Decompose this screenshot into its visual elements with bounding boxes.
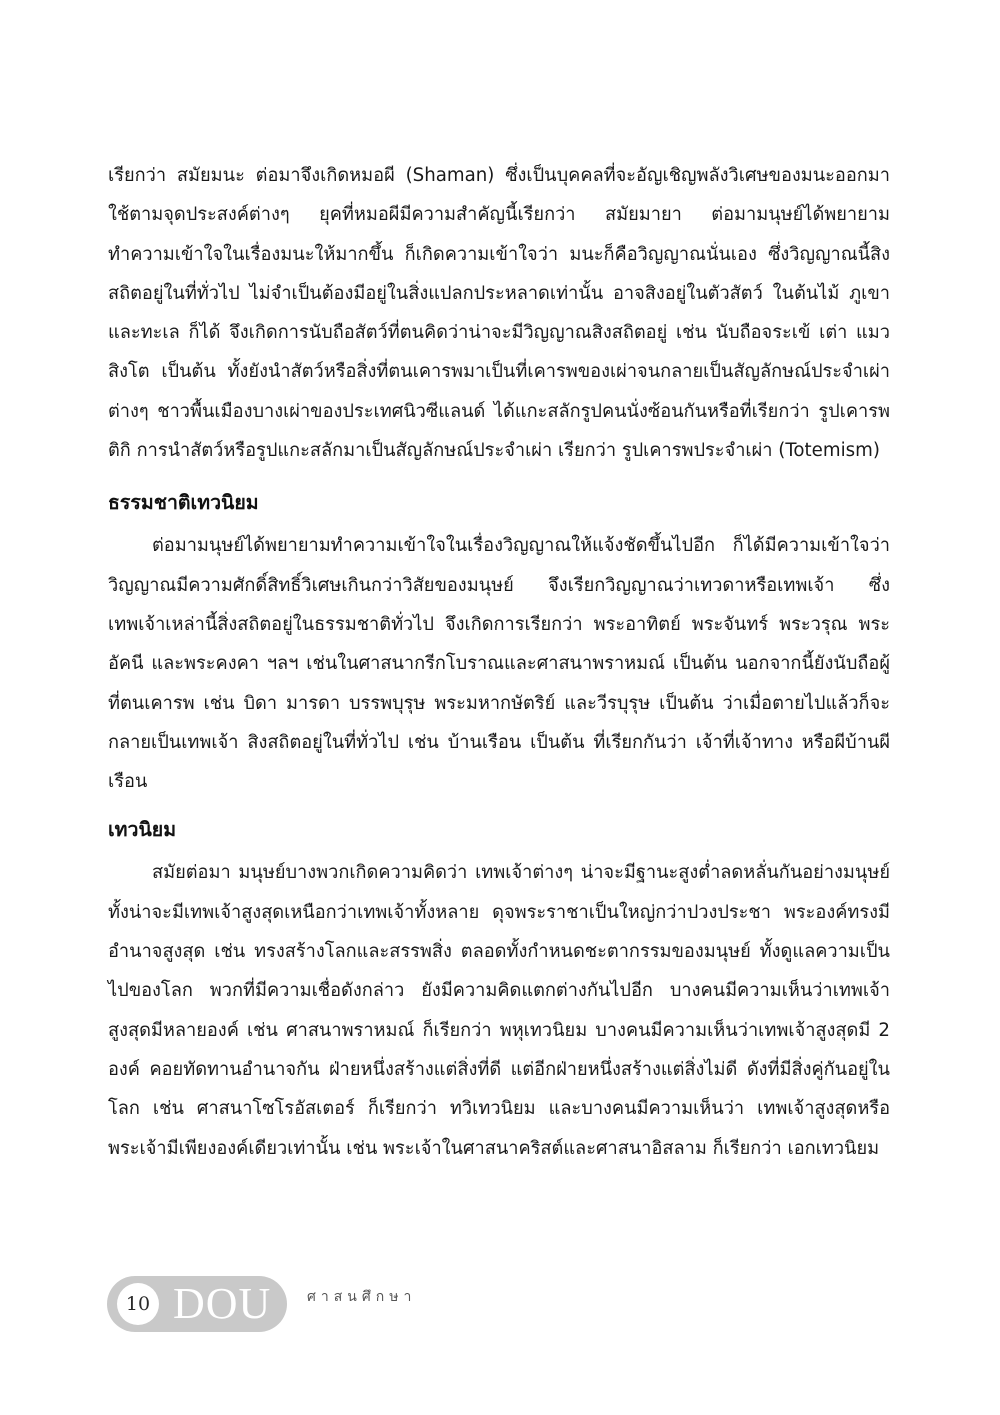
footer-badge: [107, 1276, 287, 1332]
course-title: ศาสนศึกษา: [307, 1289, 417, 1305]
page-footer: [107, 1276, 416, 1332]
paragraph-theism: สมัยต่อมา มนุษย์บางพวกเกิดความคิดว่า เทพเจ้าต่างๆ น่าจะมีฐานะสูงต่ำลดหลั่นกันอย่างมนุษย์ ทั้งน่าจะมีเทพเจ้าสูงสุดเหนือกว่าเทพเจ้าทั้งหลาย ดุจพระราชาเป็นใหญ่กว่าปวงประชา พระองค์ทรงมีอำนาจสูงสุด เช่น ทรงสร้างโลกและสรรพสิ่ง ตลอดทั้งกำหนดชะตากรรมของมนุษย์ ทั้งดูแลความเป็นไปของโลก พวกที่มีความเชื่อดังกล่าว ยังมีความคิดแตกต่างกันไปอีก บางคนมีความเห็นว่าเทพเจ้าสูงสุดมีหลายองค์ เช่น ศาสนาพราหมณ์ ก็เรียกว่า พหุเทวนิยม บางคนมีความเห็นว่าเทพเจ้าสูงสุดมี 2 องค์ คอยทัดทานอำนาจกัน ฝ่ายหนึ่งสร้างแต่สิ่งที่ดี แต่อีกฝ่ายหนึ่งสร้างแต่สิ่งไม่ดี ดังที่มีสิ่งคู่กันอยู่ในโลก เช่น ศาสนาโซโรอัสเตอร์ ก็เรียกว่า ทวิเทวนิยม และบางคนมีความเห็นว่า เทพเจ้าสูงสุดหรือพระเจ้ามีเพียงองค์เดียวเท่านั้น เช่น พระเจ้าในศาสนาคริสต์และศาสนาอิสลาม ก็เรียกว่า เอกเทวนิยม: [108, 862, 890, 1159]
page-number: 10: [125, 1293, 151, 1315]
paragraph-intro: เรียกว่า สมัยมนะ ต่อมาจึงเกิดหมอผี (Shaman) ซึ่งเป็นบุคคลที่จะอัญเชิญพลังวิเศษของมนะออกมาใช้ตามจุดประสงค์ต่างๆ ยุคที่หมอผีมีความสำคัญนี้เรียกว่า สมัยมายา ต่อมามนุษย์ได้พยายาม ทำความเข้าใจในเรื่องมนะให้มากขึ้น ก็เกิดความเข้าใจว่า มนะก็คือวิญญาณนั่นเอง ซึ่งวิญญาณนี้สิงสถิตอยู่ในที่ทั่วไป ไม่จำเป็นต้องมีอยู่ในสิ่งแปลกประหลาดเท่านั้น อาจสิงอยู่ในตัวสัตว์ ในต้นไม้ ภูเขา และทะเล ก็ได้ จึงเกิดการนับถือสัตว์ที่ตนคิดว่าน่าจะมีวิญญาณสิงสถิตอยู่ เช่น นับถือจระเข้ เต่า แมว สิงโต เป็นต้น ทั้งยังนำสัตว์หรือสิ่งที่ตนเคารพมาเป็นที่เคารพของเผ่าจนกลายเป็นสัญลักษณ์ประจำเผ่าต่างๆ ชาวพื้นเมืองบางเผ่าของประเทศนิวซีแลนด์ ได้แกะสลักรูปคนนั่งซ้อนกันหรือที่เรียกว่า รูปเคารพติกิ การนำสัตว์หรือรูปแกะสลักมาเป็นสัญลักษณ์ประจำเผ่า เรียกว่า รูปเคารพประจำเผ่า (Totemism): [108, 165, 890, 462]
dou-logo: DOU: [173, 1279, 272, 1328]
heading-theism: เทวนิยม: [108, 818, 177, 842]
page-number-circle: [117, 1283, 159, 1325]
page-content: [108, 156, 890, 1168]
paragraph-nature-theism: ต่อมามนุษย์ได้พยายามทำความเข้าใจในเรื่องวิญญาณให้แจ้งชัดขึ้นไปอีก ก็ได้มีความเข้าใจว่าวิญญาณมีความศักดิ์สิทธิ์วิเศษเกินกว่าวิสัยของมนุษย์ จึงเรียกวิญญาณว่าเทวดาหรือเทพเจ้า ซึ่งเทพเจ้าเหล่านี้สิ่งสถิตอยู่ในธรรมชาติทั่วไป จึงเกิดการเรียกว่า พระอาทิตย์ พระจันทร์ พระวรุณ พระอัคนี และพระคงคา ฯลฯ เช่นในศาสนากรีกโบราณและศาสนาพราหมณ์ เป็นต้น นอกจากนี้ยังนับถือผู้ที่ตนเคารพ เช่น บิดา มารดา บรรพบุรุษ พระมหากษัตริย์ และวีรบุรุษ เป็นต้น ว่าเมื่อตายไปแล้วก็จะกลายเป็นเทพเจ้า สิงสถิตอยู่ในที่ทั่วไป เช่น บ้านเรือน เป็นต้น ที่เรียกกันว่า เจ้าที่เจ้าทาง หรือผีบ้านผีเรือน: [108, 535, 890, 793]
heading-nature-theism: ธรรมชาติเทวนิยม: [108, 491, 259, 515]
